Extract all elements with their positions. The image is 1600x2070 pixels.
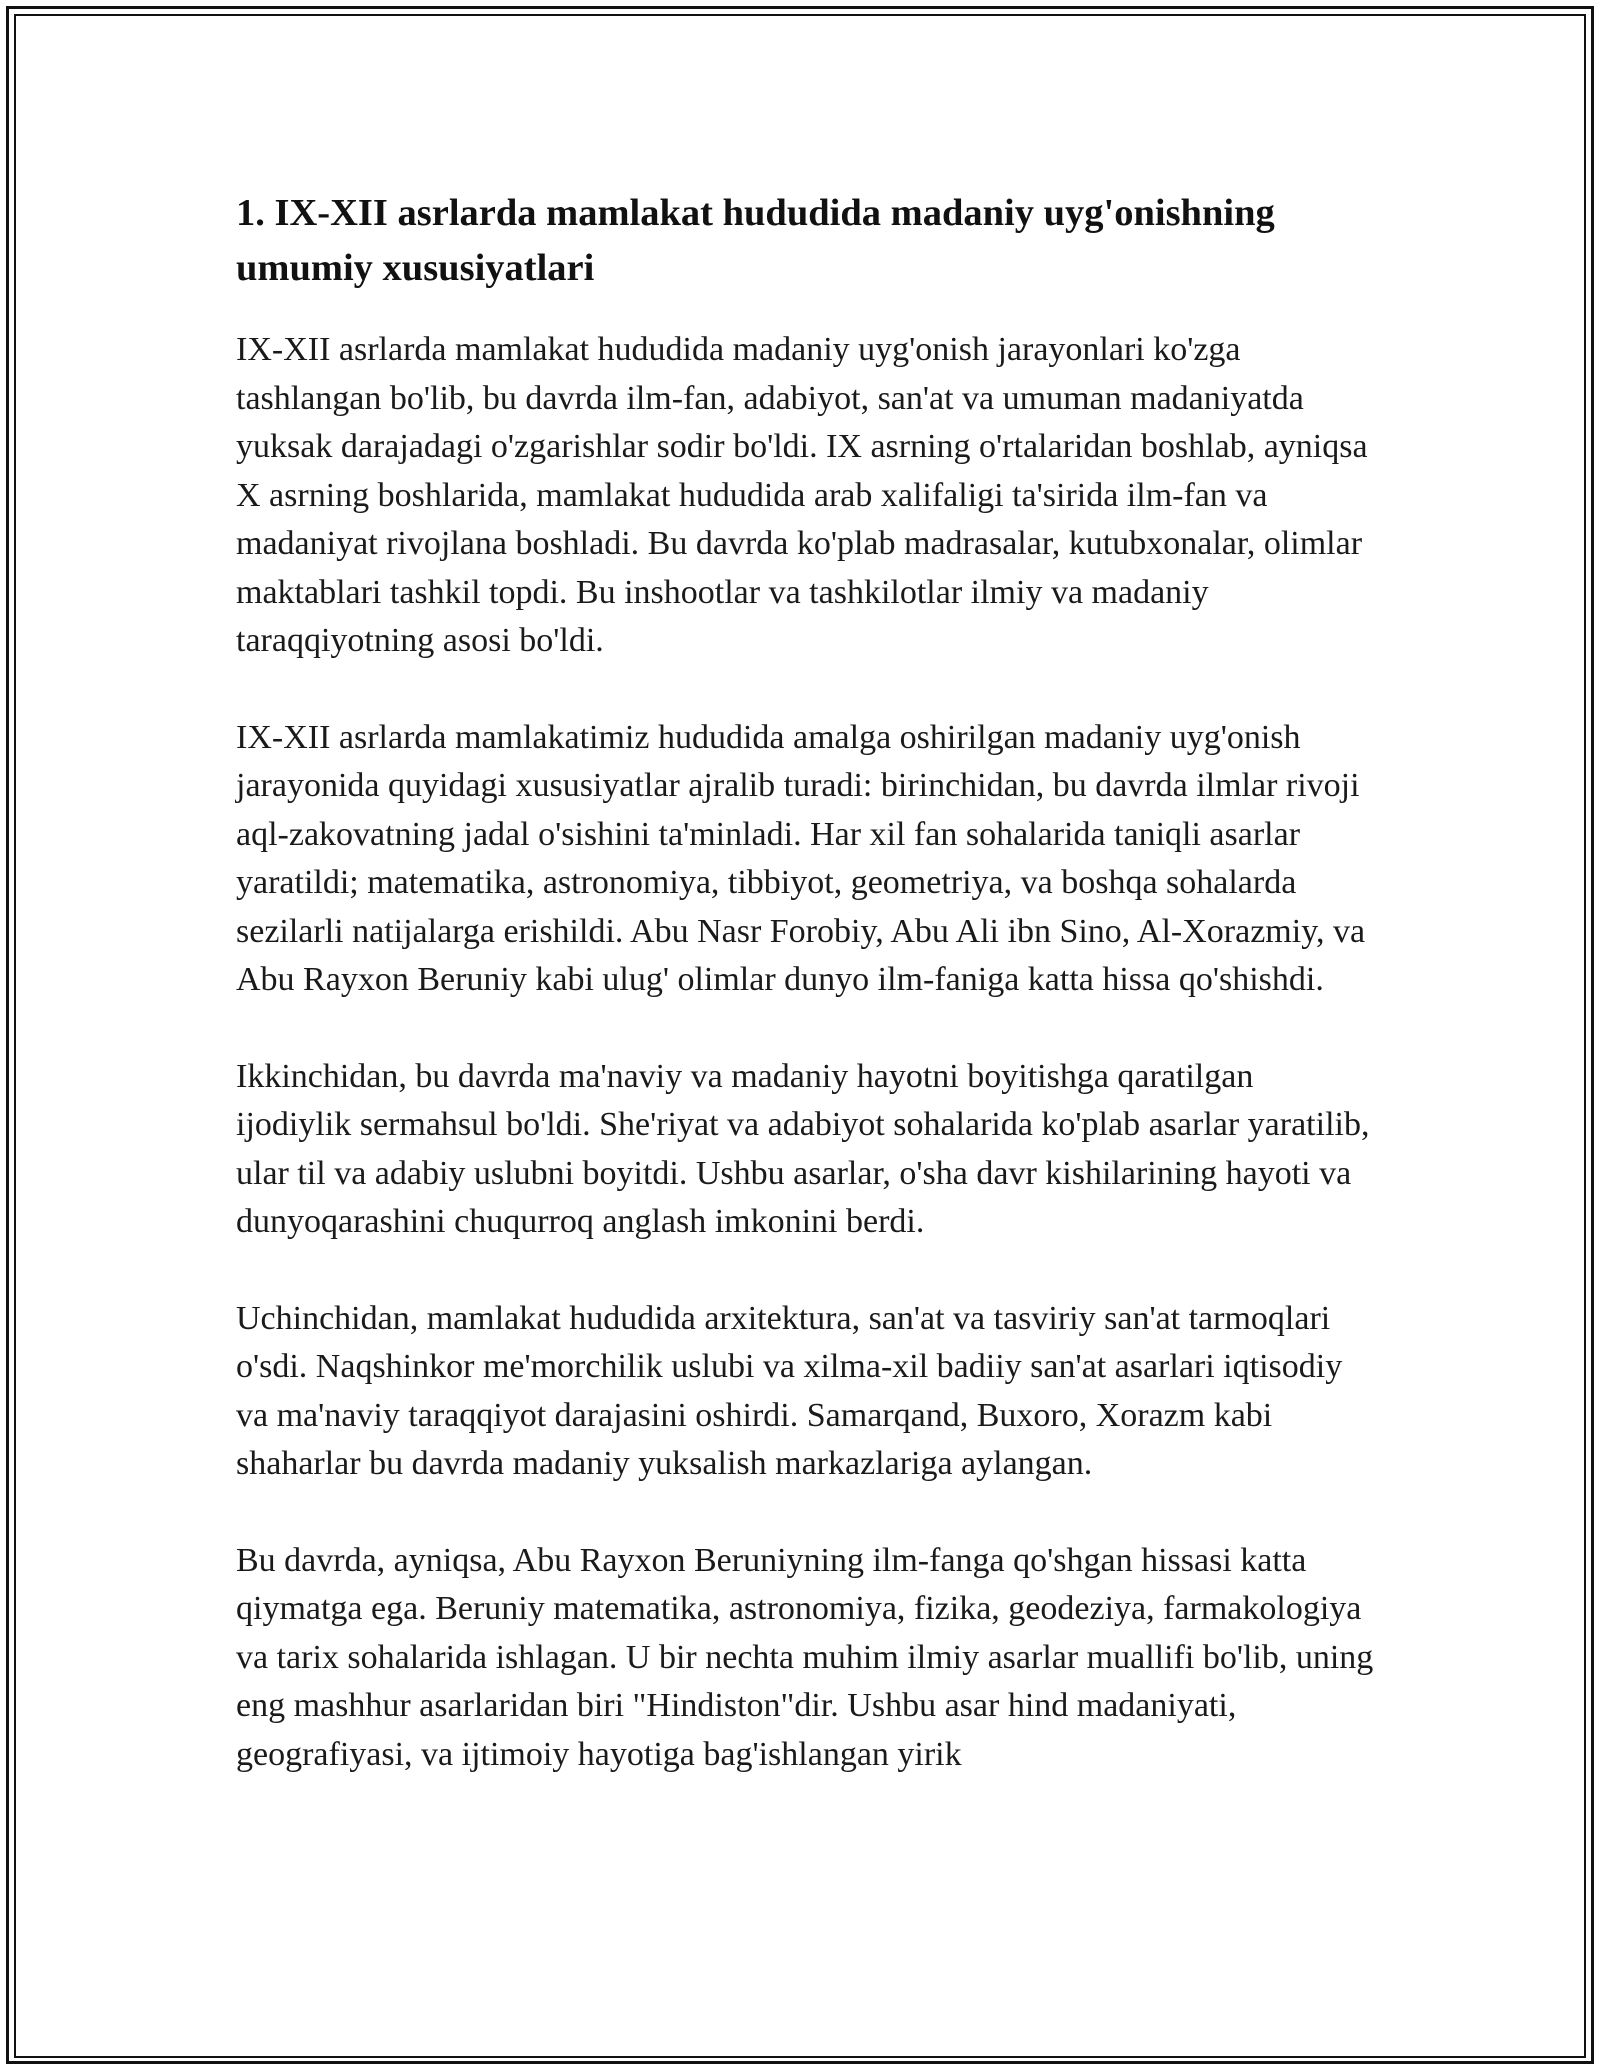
paragraph-4: Uchinchidan, mamlakat hududida arxitektura, san'at va tasviriy san'at tarmoqlari o'sdi. Naqshinkor me'morchilik uslubi va xilma-xil badiiy san'at asarlari iqtisodiy va ma'naviy taraqqiyot darajasini oshirdi. Samarqand, Buxoro, Xorazm kabi shaharlar bu davrda madaniy yuksalish markazlariga aylangan. xyxy=(236,1299,1343,1482)
paragraph-3: Ikkinchidan, bu davrda ma'naviy va madaniy hayotni boyitishga qaratilgan ijodiylik sermahsul bo'ldi. She'riyat va adabiyot sohalarida ko'plab asarlar yaratilib, ular til va adabiy uslubni boyitdi. Ushbu asarlar, o'sha davr kishilarining hayoti va dunyoqarashini chuqurroq anglash imkonini berdi. xyxy=(236,1057,1370,1240)
page-title: 1. IX-XII asrlarda mamlakat hududida madaniy uyg'onishning umumiy xususiyatlari xyxy=(236,192,1275,289)
paragraph-1: IX-XII asrlarda mamlakat hududida madaniy uyg'onish jarayonlari ko'zga tashlangan bo'lib, bu davrda ilm-fan, adabiyot, san'at va umuman madaniyatda yuksak darajadagi o'zgarishlar sodir bo'ldi. IX asrning o'rtalaridan boshlab, ayniqsa X asrning boshlarida, mamlakat hududida arab xalifaligi ta'sirida ilm-fan va madaniyat rivojlana boshladi. Bu davrda ko'plab madrasalar, kutubxonalar, olimlar maktablari tashkil topdi. Bu inshootlar va tashkilotlar ilmiy va madaniy taraqqiyotning asosi bo'ldi. xyxy=(236,331,1368,659)
document-body xyxy=(236,186,1376,1779)
paragraph-2: IX-XII asrlarda mamlakatimiz hududida amalga oshirilgan madaniy uyg'onish jarayonida quyidagi xususiyatlar ajralib turadi: birinchidan, bu davrda ilmlar rivoji aql-zakovatning jadal o'sishini ta'minladi. Har xil fan sohalarida taniqli asarlar yaratildi; matematika, astronomiya, tibbiyot, geometriya, va boshqa sohalarda sezilarli natijalarga erishildi. Abu Nasr Forobiy, Abu Ali ibn Sino, Al-Xorazmiy, va Abu Rayxon Beruniy kabi ulug' olimlar dunyo ilm-faniga katta hissa qo'shishdi. xyxy=(236,718,1366,998)
paragraph-5: Bu davrda, ayniqsa, Abu Rayxon Beruniyning ilm-fanga qo'shgan hissasi katta qiymatga ega. Beruniy matematika, astronomiya, fizika, geodeziya, farmakologiya va tarix sohalarida ishlagan. U bir nechta muhim ilmiy asarlar muallifi bo'lib, uning eng mashhur asarlaridan biri "Hindiston"dir. Ushbu asar hind madaniyati, geografiyasi, va ijtimoiy hayotiga bag'ishlangan yirik xyxy=(236,1541,1374,1773)
